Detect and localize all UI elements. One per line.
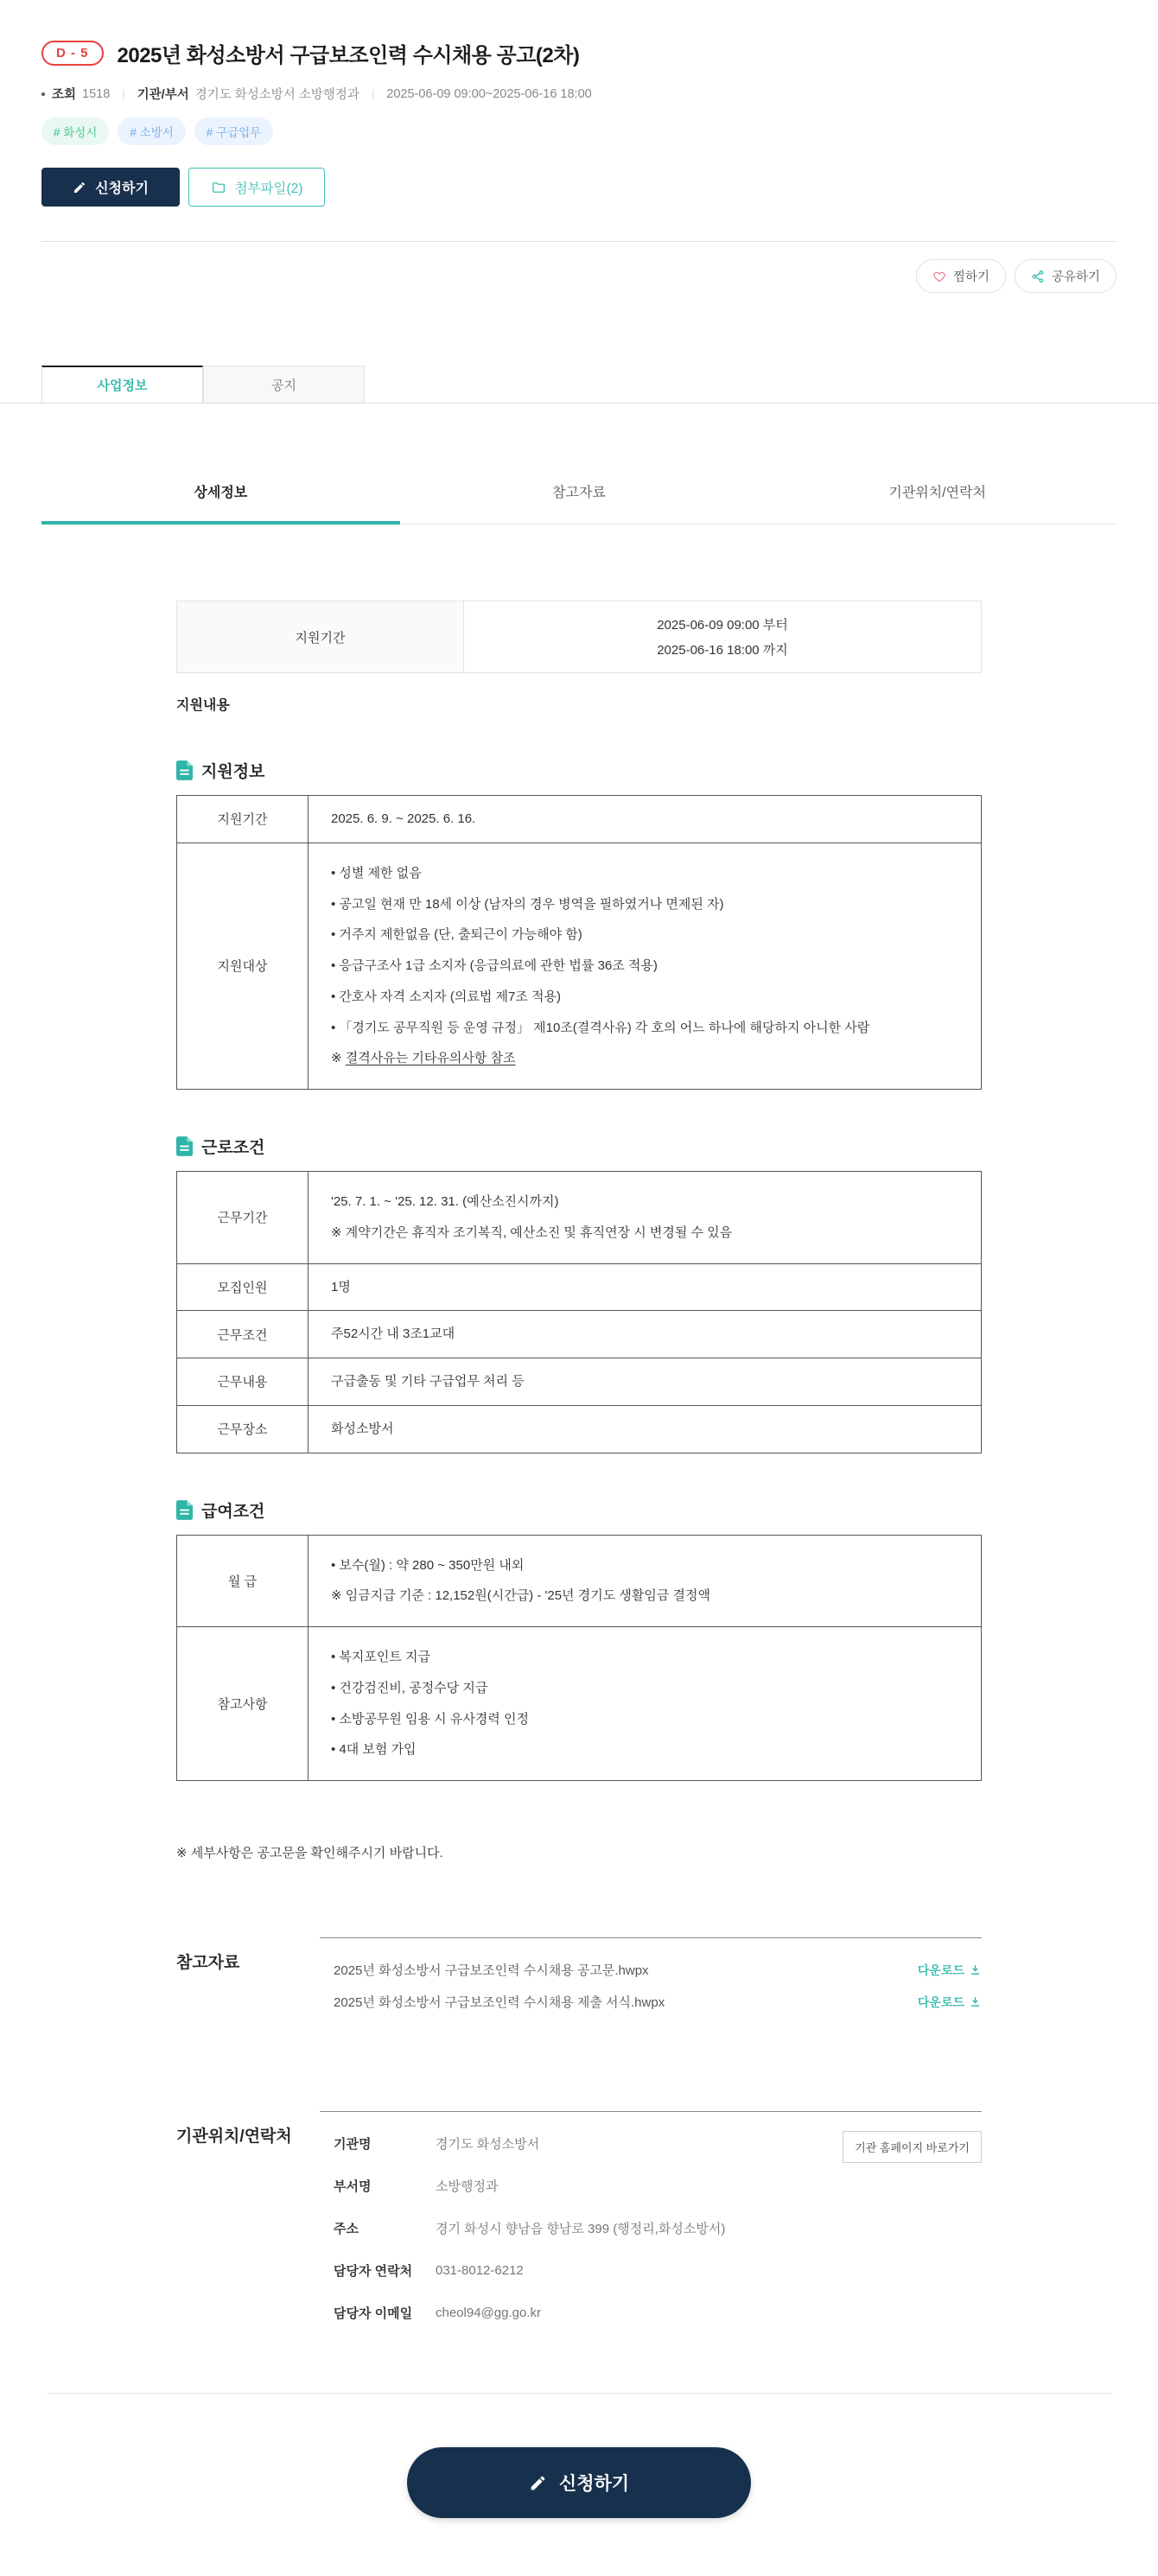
row-value bbox=[309, 1358, 981, 1405]
apply-period-label: 지원기간 bbox=[177, 601, 464, 672]
value-line: 1명 bbox=[331, 1279, 351, 1294]
value-line: • 「경기도 공무직원 등 운영 규정」 제10조(결격사유) 각 호의 어느 하나에 해당하지 아니한 사람 bbox=[331, 1020, 870, 1035]
value-line: • 응급구조사 1급 소지자 (응급의료에 관한 법률 36조 적용) bbox=[331, 958, 658, 973]
footer-note: ※ 세부사항은 공고문을 확인해주시기 바랍니다. bbox=[176, 1846, 443, 1860]
bottom-apply-area bbox=[176, 2447, 982, 2576]
bottom-divider bbox=[47, 2393, 1111, 2394]
support-info-table bbox=[176, 795, 982, 1090]
value-line: • 보수(월) : 약 280 ~ 350만원 내외 bbox=[331, 1557, 525, 1573]
apply-button-label: 신청하기 bbox=[95, 181, 149, 196]
contact-row bbox=[334, 2177, 982, 2195]
row-value bbox=[309, 1172, 981, 1263]
section-title-label: 급여조건 bbox=[201, 1502, 265, 1521]
download-icon bbox=[969, 1963, 982, 1976]
row-value bbox=[309, 1406, 981, 1453]
meta-separator: | bbox=[371, 87, 375, 100]
meta-row bbox=[41, 85, 1117, 103]
bullet-dot-icon bbox=[41, 92, 45, 96]
row-value bbox=[309, 1536, 981, 1627]
row-label: 근무기간 bbox=[177, 1172, 309, 1263]
action-row bbox=[41, 168, 1117, 207]
tab-notice[interactable]: 공지 bbox=[203, 366, 365, 403]
value-line: • 건강검진비, 공정수당 지급 bbox=[331, 1680, 488, 1695]
reference-block bbox=[176, 1937, 982, 2028]
row-value bbox=[309, 1264, 981, 1311]
subtab-reference[interactable]: 참고자료 bbox=[552, 486, 606, 500]
section-title bbox=[176, 759, 982, 782]
value-line: • 거주지 제한없음 (단, 출퇴근이 가능해야 함) bbox=[331, 927, 582, 943]
attachments-button-label: 첨부파일(2) bbox=[234, 181, 303, 196]
contact-row bbox=[334, 2261, 982, 2280]
tag-firestation[interactable]: # 소방서 bbox=[118, 118, 185, 145]
row-label: 근무장소 bbox=[177, 1406, 309, 1453]
reference-file-row bbox=[334, 1993, 982, 2011]
download-icon bbox=[969, 1995, 982, 2008]
page-title: 2025년 화성소방서 구급보조인력 수시채용 공고(2차) bbox=[117, 44, 580, 67]
download-link[interactable] bbox=[918, 1994, 982, 2011]
bottom-apply-button[interactable] bbox=[407, 2447, 751, 2518]
row-value bbox=[309, 796, 981, 843]
apply-period-to: 2025-06-16 18:00 까지 bbox=[657, 643, 788, 658]
download-label: 다운로드 bbox=[917, 1962, 964, 1977]
salary-table bbox=[176, 1535, 982, 1782]
value-line: ※ 계약기간은 휴직자 조기복직, 예산소진 및 휴직연장 시 변경될 수 있음 bbox=[331, 1224, 733, 1240]
value-line: 구급출동 및 기타 구급업무 처리 등 bbox=[331, 1374, 525, 1389]
heart-icon bbox=[932, 270, 946, 283]
contact-value: 경기 화성시 향남읍 향남로 399 (행정리,화성소방서) bbox=[436, 2222, 726, 2236]
table-row bbox=[177, 1172, 981, 1263]
apply-button[interactable] bbox=[41, 168, 180, 207]
details-heading: 지원내용 bbox=[176, 698, 230, 713]
reference-file-row bbox=[334, 1961, 982, 1979]
views-label: 조회 bbox=[52, 88, 77, 102]
note-marker: ※ bbox=[331, 1051, 342, 1066]
value-line: • 4대 보험 가입 bbox=[331, 1742, 417, 1758]
contact-value: cheol94@gg.go.kr bbox=[436, 2306, 541, 2320]
sub-tabs bbox=[41, 467, 1117, 525]
post-header bbox=[0, 0, 1158, 207]
contact-value: 경기도 화성소방서 bbox=[436, 2137, 540, 2152]
section-title-label: 근로조건 bbox=[201, 1139, 265, 1157]
document-icon bbox=[176, 1136, 193, 1156]
table-row bbox=[177, 843, 981, 1089]
row-value bbox=[309, 1311, 981, 1358]
table-row bbox=[177, 1626, 981, 1780]
contact-row bbox=[334, 2219, 982, 2237]
row-label: 지원기간 bbox=[177, 796, 309, 843]
share-button[interactable] bbox=[1015, 259, 1117, 293]
value-line: 주52시간 내 3조1교대 bbox=[331, 1326, 455, 1342]
table-row bbox=[177, 1263, 981, 1311]
bottom-apply-label: 신청하기 bbox=[558, 2474, 630, 2494]
table-row bbox=[177, 796, 981, 843]
table-row bbox=[177, 1310, 981, 1358]
dday-badge: D - 5 bbox=[41, 41, 104, 66]
value-line: '25. 7. 1. ~ '25. 12. 31. (예산소진시까지) bbox=[331, 1194, 559, 1209]
attachments-button[interactable] bbox=[188, 168, 325, 207]
tab-business-info[interactable]: 사업정보 bbox=[41, 366, 203, 403]
tag-row bbox=[41, 118, 1117, 145]
row-label: 모집인원 bbox=[177, 1264, 309, 1311]
contact-label: 담당자 연락처 bbox=[334, 2264, 413, 2279]
contact-label: 기관명 bbox=[334, 2137, 372, 2152]
table-row bbox=[177, 1405, 981, 1453]
value-line: • 공고일 현재 만 18세 이상 (남자의 경우 병역을 필하였거나 면제된 자) bbox=[331, 896, 724, 912]
download-label: 다운로드 bbox=[917, 1994, 964, 2009]
value-line: • 소방공무원 임용 시 유사경력 인정 bbox=[331, 1711, 529, 1727]
table-row bbox=[177, 1358, 981, 1405]
location-heading: 기관위치/연락처 bbox=[176, 2128, 292, 2146]
section-title-label: 지원정보 bbox=[201, 763, 265, 781]
meta-separator: | bbox=[122, 87, 125, 100]
apply-period-table bbox=[176, 601, 982, 673]
views-count: 1518 bbox=[82, 86, 111, 101]
value-line: • 성별 제한 없음 bbox=[331, 865, 422, 881]
value-line: ※ 임금지급 기준 : 12,152원(시간급) - '25년 경기도 생활임금 결정액 bbox=[331, 1588, 710, 1604]
section-title bbox=[176, 1498, 982, 1522]
section-support-info bbox=[176, 759, 982, 1090]
apply-period-value bbox=[464, 601, 981, 672]
row-value bbox=[309, 1627, 981, 1780]
contact-row bbox=[334, 2304, 982, 2322]
file-name: 2025년 화성소방서 구급보조인력 수시채용 제출 서식.hwpx bbox=[334, 1995, 665, 2010]
main-tabs bbox=[0, 366, 1158, 404]
reference-heading: 참고자료 bbox=[176, 1954, 240, 1972]
homepage-link-button[interactable]: 기관 홈페이지 바로가기 bbox=[843, 2131, 982, 2163]
location-contact-block bbox=[176, 2111, 982, 2350]
note-text-underlined: 결격사유는 기타유의사항 참조 bbox=[345, 1051, 516, 1066]
favorite-share-row bbox=[0, 242, 1158, 293]
row-label: 근무조건 bbox=[177, 1311, 309, 1358]
department-label: 기관/부서 bbox=[137, 88, 189, 102]
application-period: 2025-06-09 09:00~2025-06-16 18:00 bbox=[386, 86, 592, 101]
like-button[interactable] bbox=[916, 259, 1006, 293]
subtab-detail-info[interactable]: 상세정보 bbox=[41, 467, 400, 524]
work-conditions-table bbox=[176, 1171, 982, 1453]
section-salary bbox=[176, 1498, 982, 1782]
apply-period-from: 2025-06-09 09:00 부터 bbox=[657, 618, 788, 633]
pencil-icon bbox=[529, 2474, 547, 2492]
download-link[interactable] bbox=[918, 1962, 982, 1979]
value-line: • 간호사 자격 소지자 (의료법 제7조 적용) bbox=[331, 989, 561, 1004]
value-line: 2025. 6. 9. ~ 2025. 6. 16. bbox=[331, 811, 476, 826]
like-button-label: 찜하기 bbox=[952, 270, 989, 284]
pencil-icon bbox=[73, 181, 86, 194]
contact-label: 주소 bbox=[334, 2222, 359, 2236]
row-label: 지원대상 bbox=[177, 843, 309, 1089]
section-title bbox=[176, 1135, 982, 1158]
row-label: 월 급 bbox=[177, 1536, 309, 1627]
value-line: • 복지포인트 지급 bbox=[331, 1650, 431, 1664]
tag-hwaseong[interactable]: # 화성시 bbox=[41, 118, 109, 145]
reference-list bbox=[320, 1937, 982, 2028]
share-icon bbox=[1031, 270, 1045, 283]
contact-value: 소방행정과 bbox=[436, 2179, 499, 2194]
contact-label: 담당자 이메일 bbox=[334, 2306, 413, 2321]
file-name: 2025년 화성소방서 구급보조인력 수시채용 공고문.hwpx bbox=[334, 1963, 649, 1978]
disqualification-note bbox=[331, 1049, 958, 1068]
value-line: 화성소방서 bbox=[331, 1421, 394, 1436]
contact-value: 031-8012-6212 bbox=[436, 2263, 524, 2278]
detail-content bbox=[176, 601, 982, 2576]
contact-label: 부서명 bbox=[334, 2179, 372, 2194]
folder-icon bbox=[211, 180, 226, 195]
section-work-conditions bbox=[176, 1135, 982, 1453]
location-list bbox=[320, 2111, 982, 2350]
share-button-label: 공유하기 bbox=[1051, 270, 1100, 284]
row-label: 근무내용 bbox=[177, 1358, 309, 1405]
row-label: 참고사항 bbox=[177, 1627, 309, 1780]
document-icon bbox=[176, 760, 193, 780]
document-icon bbox=[176, 1500, 193, 1520]
row-value bbox=[309, 843, 981, 1089]
tag-ems[interactable]: # 구급업무 bbox=[194, 118, 273, 145]
table-row bbox=[177, 1536, 981, 1627]
department-value: 경기도 화성소방서 소방행정과 bbox=[194, 88, 359, 102]
subtab-location-contact[interactable]: 기관위치/연락처 bbox=[888, 486, 986, 500]
